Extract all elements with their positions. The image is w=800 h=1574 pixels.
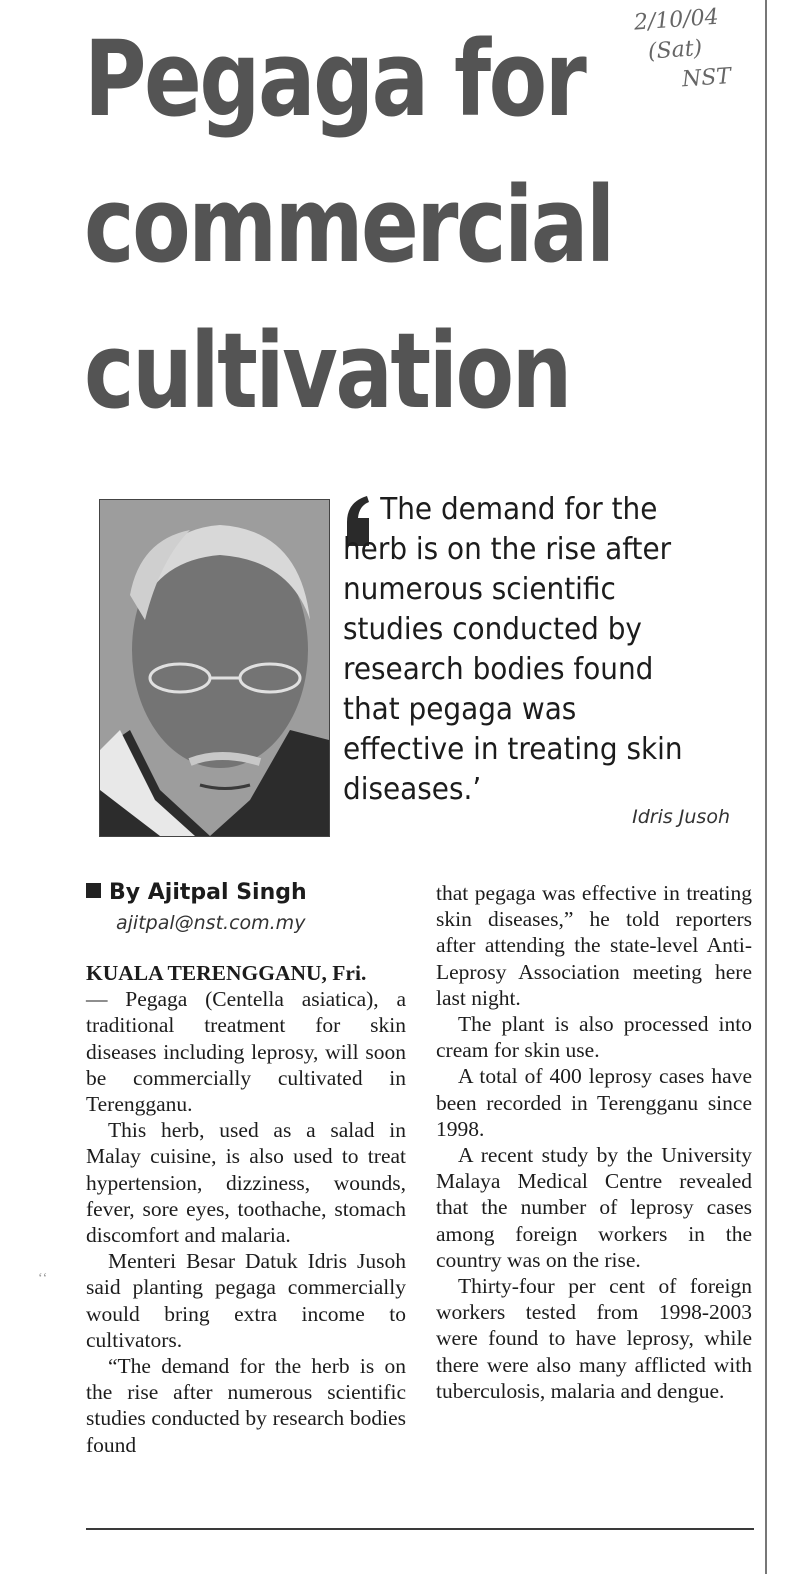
headline-line-2: commercial bbox=[84, 164, 613, 286]
byline-author: By Ajitpal Singh bbox=[109, 880, 307, 905]
stray-pen-mark: ʻʻ bbox=[38, 1271, 48, 1286]
portrait-illustration bbox=[100, 500, 329, 836]
article-paragraph: that pegaga was effective in treating skin diseases,” he told reporters after attending the state-level Anti-Leprosy Association meeting here last night. bbox=[436, 881, 752, 1010]
handwritten-date-note bbox=[633, 0, 769, 98]
article-paragraph: — Pegaga (Centella asiatica), a traditional treatment for skin diseases including leprosy, will soon be commercially cultivated in Terengganu. bbox=[86, 987, 406, 1117]
byline bbox=[86, 880, 416, 905]
headline-line-3: cultivation bbox=[84, 310, 570, 432]
article-paragraph: Thirty-four per cent of foreign workers tested from 1998-2003 were found to have leprosy, while there were also many afflicted with tuberculosis, malaria and dengue. bbox=[436, 1274, 752, 1403]
pull-quote-attribution: Idris Jusoh bbox=[632, 806, 730, 828]
article-column-left bbox=[86, 960, 406, 1458]
article-paragraph: The plant is also processed into cream for skin use. bbox=[436, 1012, 752, 1063]
article-paragraph: A total of 400 leprosy cases have been recorded in Terengganu since 1998. bbox=[436, 1064, 752, 1141]
handwritten-source: NST bbox=[681, 64, 732, 93]
article-paragraph: Menteri Besar Datuk Idris Jusoh said planting pegaga commercially would bring extra income to cultivators. bbox=[86, 1249, 406, 1352]
pull-quote bbox=[343, 490, 706, 810]
article-paragraph: This herb, used as a salad in Malay cuisine, is also used to treat hypertension, dizziness, wounds, fever, sore eyes, toothache, stomach discomfort and malaria. bbox=[86, 1118, 406, 1248]
article-headline bbox=[84, 6, 613, 444]
article-paragraph: A recent study by the University Malaya Medical Centre revealed that the number of leprosy cases among foreign workers in the country was on the rise. bbox=[436, 1143, 752, 1272]
handwritten-date: 2/10/04 bbox=[633, 4, 720, 36]
article-column-right bbox=[436, 880, 752, 1404]
bottom-rule-divider bbox=[86, 1528, 754, 1530]
headline-line-1: Pegaga for bbox=[84, 18, 585, 140]
article-paragraph: “The demand for the herb is on the rise after numerous scientific studies conducted by research bodies found bbox=[86, 1354, 406, 1457]
portrait-photo bbox=[99, 499, 330, 837]
page-edge-line bbox=[765, 0, 767, 1574]
article-dateline: KUALA TERENGGANU, Fri. bbox=[86, 961, 367, 985]
byline-square-icon bbox=[86, 883, 101, 898]
pull-quote-text: The demand for the herb is on the rise after numerous scientific studies conducted by research bodies found that pegaga was effective in treating skin diseases.’ bbox=[343, 492, 683, 807]
byline-email: ajitpal@nst.com.my bbox=[116, 912, 306, 934]
handwritten-day: (Sat) bbox=[647, 35, 704, 65]
